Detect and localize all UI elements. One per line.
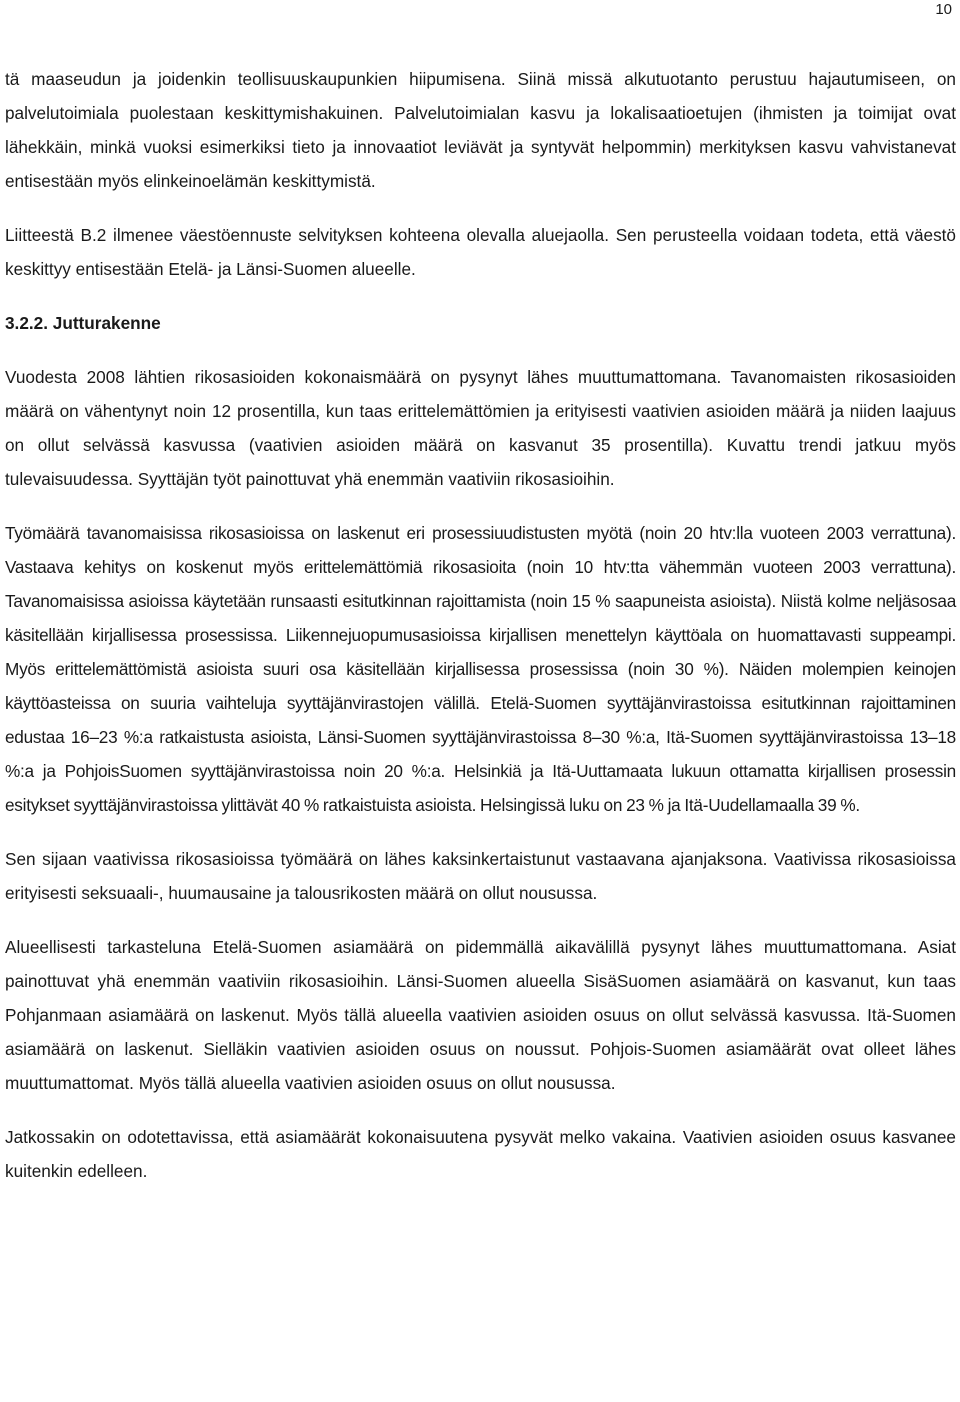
paragraph-demanding-cases: Sen sijaan vaativissa rikosasioissa työmäärä on lähes kaksinkertaistunut vastaavana ajanjaksona. Vaativissa rikosasioissa erityisesti seksuaali-, huumausaine ja talousrikosten määrä on ollut nousussa.	[5, 849, 956, 903]
paragraph-case-volume: Vuodesta 2008 lähtien rikosasioiden kokonaismäärä on pysynyt lähes muuttumattomana. Tavanomaisten rikosasioiden määrä on vähentynyt noin 12 prosentilla, kun taas erittelemättömien ja erityisesti vaativien asioiden määrä ja niiden laajuus on ollut selvässä kasvussa (vaativien asioiden määrä on kasvanut 35 prosentilla). Kuvattu trendi jatkuu myös tulevaisuudessa. Syyttäjän työt painottuvat yhä enemmän vaativiin rikosasioihin.	[5, 367, 956, 489]
document-body	[5, 62, 956, 1208]
section-heading: 3.2.2. Jutturakenne	[5, 313, 161, 333]
paragraph-outlook: Jatkossakin on odotettavissa, että asiamäärät kokonaisuutena pysyvät melko vakaina. Vaativien asioiden osuus kasvanee kuitenkin edelleen.	[5, 1127, 956, 1181]
paragraph-intro-continuation: tä maaseudun ja joidenkin teollisuuskaupunkien hiipumisena. Siinä missä alkutuotanto perustuu hajautumiseen, on palvelutoimiala puolestaan keskittymishakuinen. Palvelutoimialan kasvu ja lokalisaatioetujen (ihmisten ja toimijat ovat lähekkäin, minkä vuoksi esimerkiksi tieto ja innovaatiot leviävät ja syntyvät helpommin) merkityksen kasvu vahvistanevat entisestään myös elinkeinoelämän keskittymistä.	[5, 69, 956, 191]
paragraph-population-forecast: Liitteestä B.2 ilmenee väestöennuste selvityksen kohteena olevalla aluejaolla. Sen perusteella voidaan todeta, että väestö keskittyy entisestään Etelä- ja Länsi-Suomen alueelle.	[5, 225, 956, 279]
paragraph-workload: Työmäärä tavanomaisissa rikosasioissa on laskenut eri prosessiuudistusten myötä (noin 20 htv:lla vuoteen 2003 verrattuna). Vastaava kehitys on koskenut myös erittelemättömiä rikosasioita (noin 10 htv:tta vähemmän vuoteen 2003 verrattuna). Tavanomaisissa asioissa käytetään runsaasti esitutkinnan rajoittamista (noin 15 % saapuneista asioista). Niistä kolme neljäsosaa käsitellään kirjallisessa prosessissa. Liikennejuopumusasioissa kirjallisen menettelyn käyttöala on huomattavasti suppeampi. Myös erittelemättömistä asioista suuri osa käsitellään kirjallisessa prosessissa (noin 30 %). Näiden molempien keinojen käyttöasteissa on suuria vaihteluja syyttäjänvirastojen välillä. Etelä-Suomen syyttäjänvirastoissa esitutkinnan rajoittaminen edustaa 16–23 %:a ratkaistusta asioista, Länsi-Suomen syyttäjänvirastoissa 8–30 %:a, Itä-Suomen syyttäjänvirastoissa 13–18 %:a ja PohjoisSuomen syyttäjänvirastoissa noin 20 %:a. Helsinkiä ja Itä-Uuttamaata lukuun ottamatta kirjallisen prosessin esitykset syyttäjänvirastoissa ylittävät 40 % ratkaistuista asioista. Helsingissä luku on 23 % ja Itä-Uudellamaalla 39 %.	[5, 523, 956, 815]
paragraph-regional: Alueellisesti tarkasteluna Etelä-Suomen asiamäärä on pidemmällä aikavälillä pysynyt lähes muuttumattomana. Asiat painottuvat yhä enemmän vaativiin rikosasioihin. Länsi-Suomen alueella SisäSuomen asiamäärä on kasvanut, kun taas Pohjanmaan asiamäärä on laskenut. Myös tällä alueella vaativien asioiden osuus on ollut selvässä kasvussa. Itä-Suomen asiamäärä on laskenut. Sielläkin vaativien asioiden osuus on noussut. Pohjois-Suomen asiamäärät ovat olleet lähes muuttumattomat. Myös tällä alueella vaativien asioiden osuus on ollut nousussa.	[5, 937, 956, 1093]
page-number: 10	[935, 1, 952, 18]
